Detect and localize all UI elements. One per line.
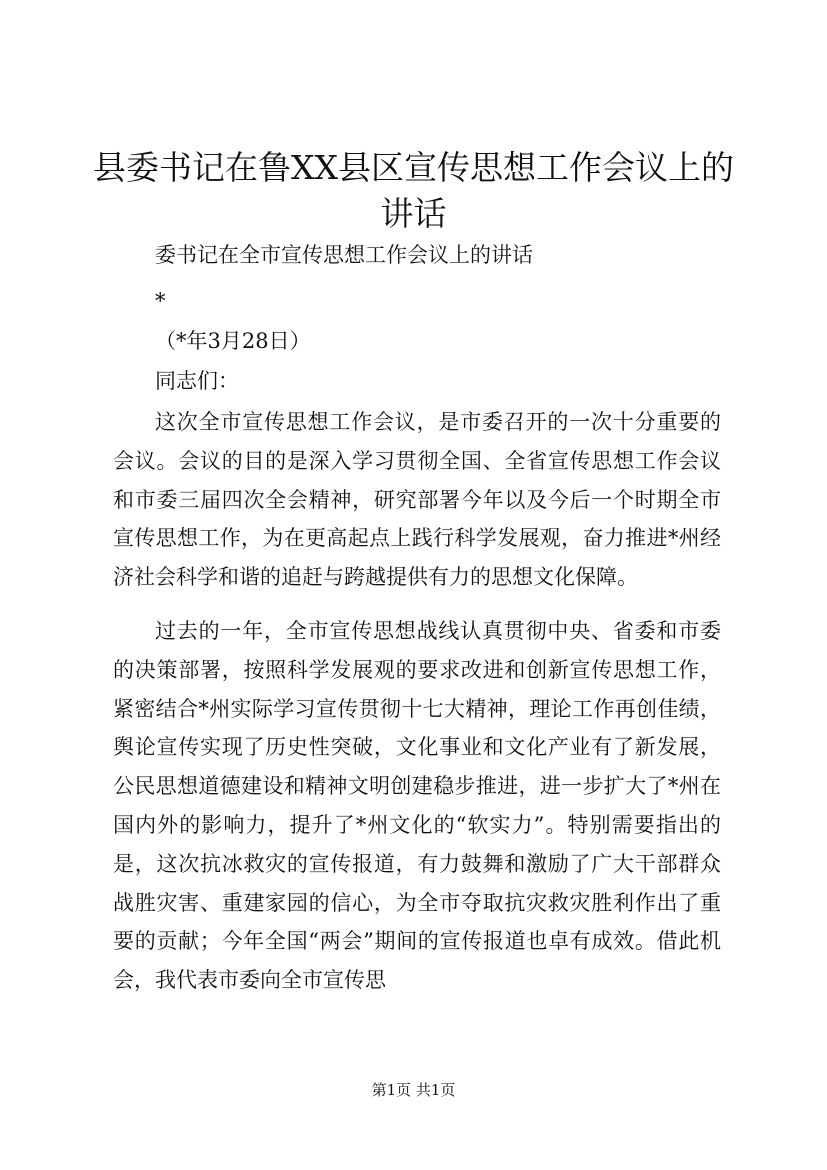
document-author: * bbox=[155, 289, 166, 313]
page-footer: 第1页 共1页 bbox=[371, 1081, 456, 1099]
document-title-line-1: 县委书记在鲁XX县区宣传思想工作会议上的 bbox=[93, 148, 734, 187]
document-date: （*年3月28日） bbox=[155, 329, 311, 353]
body-paragraph-2: 过去的一年，全市宣传思想战线认真贯彻中央、省委和市委的决策部署，按照科学发展观的要求改进和创新宣传思想工作，紧密结合*州实际学习宣传贯彻十七大精神，理论工作再创佳绩，舆论宣传实现了历史性突破，文化事业和文化产业有了新发展，公民思想道德建设和精神文明创建稳步推进，进一步扩大了*州在国内外的影响力，提升了*州文化的“软实力”。特别需要指出的是，这次抗冰救灾的宣传报道，有力鼓舞和激励了广大干部群众战胜灾害、重建家园的信心，为全市夺取抗灾救灾胜利作出了重要的贡献；今年全国“两会”期间的宣传报道也卓有成效。借此机会，我代表市委向全市宣传思 bbox=[113, 619, 721, 993]
document-subtitle: 委书记在全市宣传思想工作会议上的讲话 bbox=[155, 243, 533, 267]
document-title-line-2: 讲话 bbox=[380, 194, 447, 233]
document-salutation: 同志们： bbox=[155, 369, 239, 393]
body-paragraph-1: 这次全市宣传思想工作会议，是市委召开的一次十分重要的会议。会议的目的是深入学习贯彻全国、全省宣传思想工作会议和市委三届四次全会精神，研究部署今年以及今后一个时期全市宣传思想工作，为在更高起点上践行科学发展观，奋力推进*州经济社会科学和谐的追赶与跨越提供有力的思想文化保障。 bbox=[113, 410, 721, 590]
